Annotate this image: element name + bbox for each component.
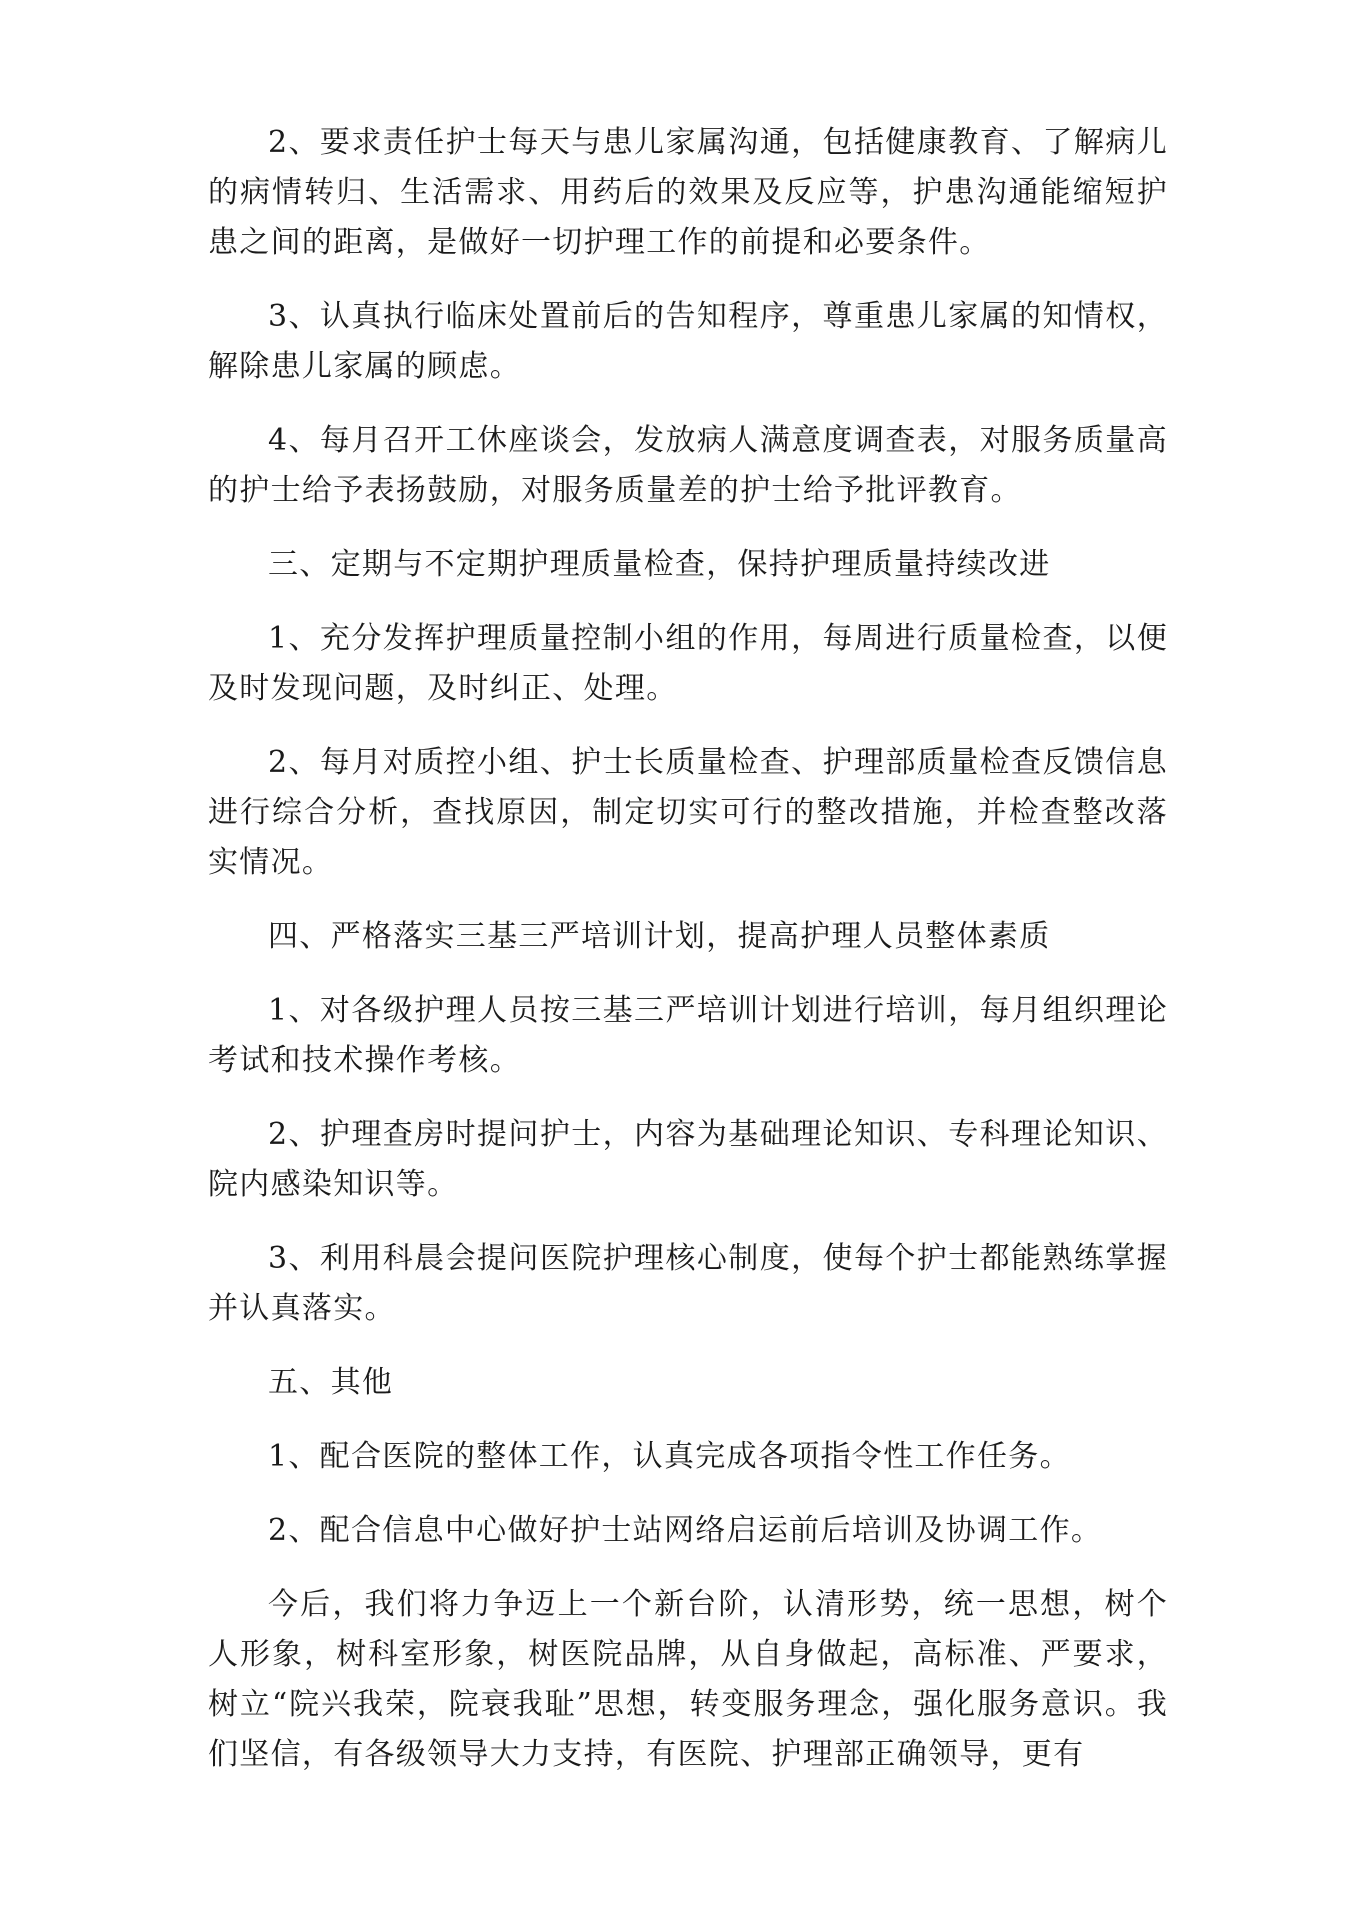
paragraph: 今后，我们将力争迈上一个新台阶，认清形势，统一思想，树个人形象，树科室形象，树医院品牌，从自身做起，高标准、严要求，树立“院兴我荣，院衰我耻”思想，转变服务理念，强化服务意识。我们坚信，有各级领导大力支持，有医院、护理部正确领导，更有 — [208, 1587, 1168, 1772]
section-heading: 四、严格落实三基三严培训计划，提高护理人员整体素质 — [268, 919, 1051, 954]
section-heading: 三、定期与不定期护理质量检查，保持护理质量持续改进 — [268, 547, 1051, 582]
paragraph: 1、配合医院的整体工作，认真完成各项指令性工作任务。 — [268, 1439, 1071, 1474]
paragraph: 1、充分发挥护理质量控制小组的作用，每周进行质量检查，以便及时发现问题，及时纠正、处理。 — [208, 621, 1168, 706]
paragraph: 2、每月对质控小组、护士长质量检查、护理部质量检查反馈信息进行综合分析，查找原因，制定切实可行的整改措施，并检查整改落实情况。 — [208, 745, 1168, 880]
paragraph: 4、每月召开工休座谈会，发放病人满意度调查表，对服务质量高的护士给予表扬鼓励，对服务质量差的护士给予批评教育。 — [208, 423, 1168, 508]
paragraph: 3、利用科晨会提问医院护理核心制度，使每个护士都能熟练掌握并认真落实。 — [208, 1241, 1168, 1326]
paragraph: 2、要求责任护士每天与患儿家属沟通，包括健康教育、了解病儿的病情转归、生活需求、用药后的效果及反应等，护患沟通能缩短护患之间的距离，是做好一切护理工作的前提和必要条件。 — [208, 125, 1168, 260]
paragraph: 2、配合信息中心做好护士站网络启运前后培训及协调工作。 — [268, 1513, 1103, 1548]
document-body — [208, 118, 1168, 1804]
paragraph: 2、护理查房时提问护士，内容为基础理论知识、专科理论知识、院内感染知识等。 — [208, 1117, 1168, 1202]
section-heading: 五、其他 — [268, 1365, 394, 1400]
paragraph: 1、对各级护理人员按三基三严培训计划进行培训，每月组织理论考试和技术操作考核。 — [208, 993, 1168, 1078]
paragraph: 3、认真执行临床处置前后的告知程序，尊重患儿家属的知情权，解除患儿家属的顾虑。 — [208, 299, 1168, 384]
